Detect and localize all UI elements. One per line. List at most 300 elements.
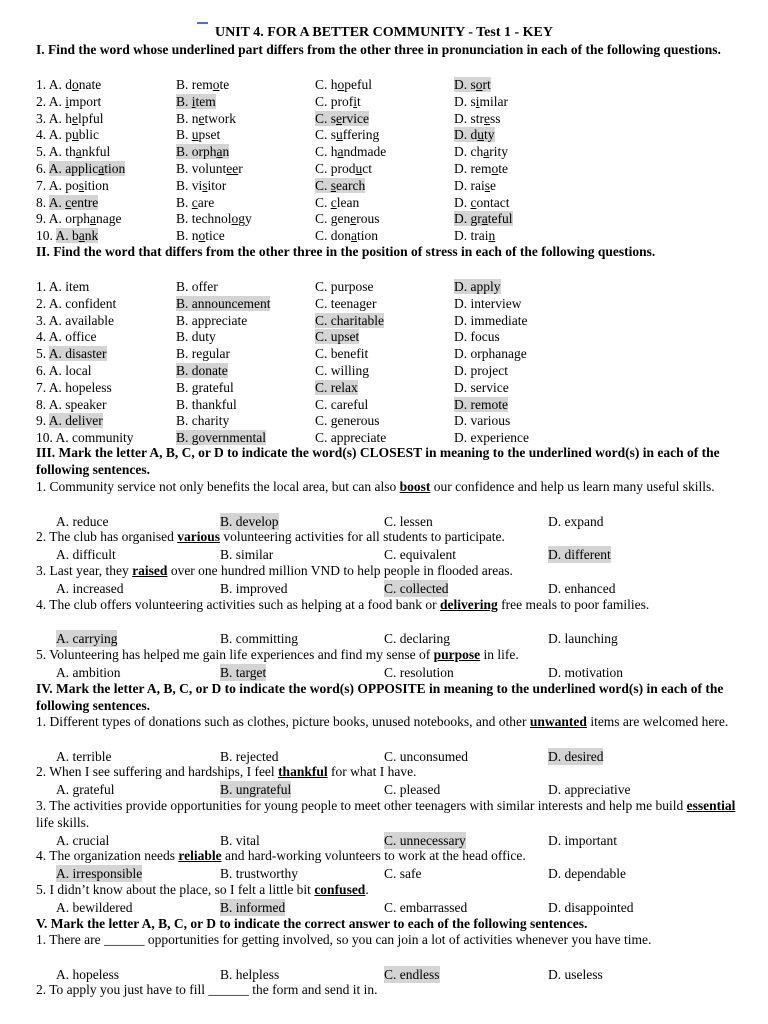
correct-answer: A. irresponsible <box>56 866 143 882</box>
underlined-part: a <box>351 228 358 244</box>
option-word: A. orphanage <box>48 211 122 227</box>
keyword: thankful <box>278 764 328 780</box>
correct-answer: D. different <box>548 547 611 563</box>
option-word: A. position <box>48 177 109 193</box>
keyword: delivering <box>440 596 498 612</box>
option-word: D. train <box>454 228 496 244</box>
option-word: C. appreciate <box>315 430 387 446</box>
answer-option <box>315 396 368 413</box>
option-word: D. remote <box>454 161 508 176</box>
answer-option <box>315 227 378 244</box>
options-row <box>36 865 741 882</box>
correct-answer: B. informed <box>220 899 286 915</box>
question-text: 2. The club has organised various volunteering activities for all students to participate. <box>36 529 505 545</box>
option-word: C. benefit <box>315 346 369 362</box>
answer-option <box>176 429 266 446</box>
option-word: A. import <box>48 93 102 109</box>
question-text: 1. There are ______ opportunities for getting involved, so you can join a lot of activities whenever you have time. <box>36 932 652 947</box>
answer-option <box>454 160 508 177</box>
question-row <box>36 328 741 345</box>
underlined-part: o <box>491 161 499 176</box>
answer-option: C. resolution <box>384 664 454 680</box>
underlined-part: n <box>488 228 496 244</box>
answer-option <box>454 76 491 93</box>
underlined-part: a <box>483 144 490 160</box>
correct-answer: B. governmental <box>176 430 266 446</box>
option-word: C. clean <box>315 194 360 210</box>
correct-answer: D. sort <box>454 77 491 92</box>
option-word: B. technology <box>176 211 252 227</box>
answer-option: A. difficult <box>56 547 116 563</box>
option-word: B. care <box>176 194 215 210</box>
question-row <box>36 429 741 446</box>
underlined-part: e <box>350 211 357 227</box>
underlined-part: e <box>72 110 79 126</box>
answer-option <box>315 93 361 110</box>
answer-option: C. safe <box>384 866 422 882</box>
question-text: 5. Volunteering has helped me gain life experiences and find my sense of purpose in life. <box>36 647 519 662</box>
underlined-part: u <box>355 161 363 176</box>
underlined-part: s <box>78 177 85 193</box>
option-word: B. thankful <box>176 396 237 412</box>
option-word: D. immediate <box>454 312 528 328</box>
options-row <box>36 580 741 597</box>
option-word: A. item <box>48 279 90 294</box>
keyword: boost <box>399 479 431 494</box>
answer-option: B. helpless <box>220 966 280 982</box>
answer-option: 6. A. local <box>36 363 92 378</box>
question-row <box>36 177 741 194</box>
option-word: A. office <box>48 329 97 345</box>
option-word: A. community <box>55 430 134 446</box>
answer-option <box>454 227 495 244</box>
correct-answer: A. deliver <box>48 413 103 429</box>
option-word: C. generous <box>315 211 380 227</box>
underlined-part: s <box>202 177 208 193</box>
answer-option <box>454 328 500 345</box>
option-word: D. contact <box>454 194 510 210</box>
option-word: D. project <box>454 363 508 378</box>
correct-answer: D. apply <box>454 279 501 294</box>
correct-answer: B. donate <box>176 363 228 378</box>
underlined-part: o <box>72 77 79 92</box>
answer-option <box>454 143 508 160</box>
option-word: D. similar <box>454 93 509 109</box>
answer-option: B. rejected <box>220 748 279 764</box>
option-word: C. willing <box>315 363 370 378</box>
answer-option <box>315 328 359 345</box>
option-word: B. duty <box>176 329 216 345</box>
section-2-heading: II. Find the word that differs from the other three in the position of stress in each of the following questions. <box>36 244 656 259</box>
option-word: B. notice <box>176 228 225 244</box>
option-word: A. local <box>48 363 92 378</box>
answer-option: C. unconsumed <box>384 748 468 764</box>
correct-answer: D. desired <box>548 748 604 764</box>
options-row <box>36 664 741 681</box>
correct-answer: D. duty <box>454 127 495 143</box>
answer-option: D. disappointed <box>548 899 634 915</box>
answer-option: D. appreciative <box>548 782 631 798</box>
answer-option: 9. A. orphanage <box>36 211 122 227</box>
answer-option <box>176 143 229 160</box>
answer-option: D. motivation <box>548 664 623 680</box>
question-row <box>36 312 741 329</box>
correct-answer: A. centre <box>48 194 99 210</box>
section-3-heading: III. Mark the letter A, B, C, or D to indicate the word(s) CLOSEST in meaning to the underlined word(s) in each of the following sentences. <box>36 445 720 477</box>
answer-option: 1. A. donate <box>36 77 102 92</box>
underlined-part: c <box>65 194 72 210</box>
answer-option: A. crucial <box>56 832 110 848</box>
underlined-part: a <box>75 144 82 160</box>
answer-option <box>315 210 380 227</box>
question-text: 5. I didn’t know about the place, so I felt a little bit confused. <box>36 882 369 897</box>
correct-answer: B. ungrateful <box>220 782 292 798</box>
answer-option <box>454 93 508 110</box>
answer-option <box>176 379 234 396</box>
option-word: B. appreciate <box>176 312 248 328</box>
answer-option <box>176 312 247 329</box>
text-cursor <box>197 22 208 24</box>
answer-option <box>454 177 496 194</box>
answer-option: C. embarrassed <box>384 899 468 915</box>
answer-option: A. grateful <box>56 782 115 798</box>
answer-option <box>315 278 374 295</box>
option-word: A. public <box>48 127 100 143</box>
option-word: D. stress <box>454 110 501 126</box>
option-word: A. helpful <box>48 110 104 126</box>
option-word: B. grateful <box>176 379 234 395</box>
question-row <box>36 412 741 429</box>
answer-option: D. enhanced <box>548 580 616 596</box>
underlined-part: i <box>65 93 70 109</box>
answer-option <box>315 177 365 194</box>
answer-option: 2. A. import <box>36 93 102 109</box>
underlined-part: c <box>470 194 477 210</box>
correct-answer: C. charitable <box>315 312 384 328</box>
option-word: C. handmade <box>315 144 387 160</box>
options-row <box>36 748 741 765</box>
answer-option: C. equivalent <box>384 547 456 563</box>
answer-option: C. pleased <box>384 782 441 798</box>
answer-option <box>315 110 369 127</box>
answer-option <box>176 412 229 429</box>
question-row <box>36 345 741 362</box>
answer-option: 7. A. hopeless <box>36 379 112 395</box>
correct-answer: D. remote <box>454 396 508 412</box>
option-word: C. generous <box>315 413 380 429</box>
answer-option <box>315 312 384 329</box>
answer-option: B. similar <box>220 547 274 563</box>
underlined-part: i <box>191 93 196 109</box>
option-word: B. remote <box>176 77 230 92</box>
correct-answer: B. develop <box>220 513 279 529</box>
answer-option: B. trustworthy <box>220 866 299 882</box>
correct-answer: A. bank <box>55 228 99 244</box>
answer-option <box>176 227 225 244</box>
underlined-part: a <box>90 211 97 227</box>
answer-option <box>454 396 508 413</box>
answer-option: B. committing <box>220 631 299 647</box>
correct-answer: B. item <box>176 93 216 109</box>
correct-answer: A. carrying <box>56 631 118 647</box>
answer-option <box>176 278 218 295</box>
question-row <box>36 93 741 110</box>
answer-option: D. launching <box>548 631 618 647</box>
answer-option: 10. A. community <box>36 430 134 446</box>
keyword: essential <box>686 798 736 813</box>
answer-option <box>315 76 372 93</box>
correct-answer: B. announcement <box>176 295 271 311</box>
answer-option <box>454 362 508 379</box>
answer-option: 8. A. speaker <box>36 396 107 412</box>
question-text: 2. To apply you just have to fill ______ the form and send it in. <box>36 982 378 998</box>
answer-option <box>176 210 252 227</box>
option-word: C. careful <box>315 396 369 412</box>
answer-option <box>176 110 236 127</box>
option-word: B. regular <box>176 346 230 362</box>
option-word: D. focus <box>454 329 500 345</box>
answer-option: 2. A. confident <box>36 295 117 311</box>
question-row <box>36 227 741 244</box>
answer-option <box>176 396 237 413</box>
answer-option: A. ambition <box>56 664 121 680</box>
underlined-part: a <box>98 161 105 176</box>
underlined-part: s <box>484 177 491 193</box>
answer-option <box>454 194 510 211</box>
answer-option <box>315 143 386 160</box>
options-row <box>36 781 741 798</box>
keyword: reliable <box>178 848 222 864</box>
underlined-part: i <box>475 93 480 109</box>
option-word: B. charity <box>176 413 230 429</box>
option-word: C. teenager <box>315 295 377 311</box>
answer-option <box>176 160 243 177</box>
answer-option: 10. A. bank <box>36 228 99 244</box>
options-row <box>36 832 741 849</box>
answer-option <box>454 312 527 329</box>
answer-option <box>176 295 270 312</box>
answer-option <box>454 345 527 362</box>
question-row <box>36 160 741 177</box>
option-word: C. profit <box>315 93 361 109</box>
answer-option: 5. A. disaster <box>36 346 107 362</box>
correct-answer: B. target <box>220 664 267 680</box>
option-word: B. visitor <box>176 177 227 193</box>
answer-option: 6. A. application <box>36 161 126 176</box>
question-text: 4. The club offers volunteering activities such as helping at a food bank or delivering free meals to poor families. <box>36 596 650 612</box>
answer-option <box>315 345 368 362</box>
question-text: 1. Community service not only benefits the local area, but can also boost our confidence and help us learn many useful skills. <box>36 479 715 494</box>
underlined-part: e <box>198 110 205 126</box>
question-text: 1. Different types of donations such as clothes, picture books, unused notebooks, and other unwanted items are welcomed here. <box>36 714 729 729</box>
answer-option <box>315 412 380 429</box>
keyword: raised <box>132 563 168 578</box>
underlined-part: a <box>216 144 223 160</box>
correct-answer: C. service <box>315 110 369 126</box>
answer-option <box>315 379 358 396</box>
answer-option <box>176 328 216 345</box>
page-title: UNIT 4. FOR A BETTER COMMUNITY - Test 1 - KEY <box>215 25 553 40</box>
question-row <box>36 194 741 211</box>
correct-answer: A. application <box>48 161 126 176</box>
underlined-part: u <box>72 127 79 143</box>
option-word: B. upset <box>176 127 221 143</box>
option-word: D. various <box>454 413 511 429</box>
answer-option: D. important <box>548 832 617 848</box>
question-row <box>36 143 741 160</box>
answer-option <box>176 194 214 211</box>
answer-option <box>454 379 509 396</box>
answer-option <box>176 126 220 143</box>
correct-answer: B. orphan <box>176 144 230 160</box>
options-row <box>36 966 741 983</box>
answer-option: 3. A. available <box>36 312 114 328</box>
question-row <box>36 76 741 93</box>
answer-option <box>176 177 226 194</box>
option-word: D. raise <box>454 177 497 193</box>
answer-option: 4. A. office <box>36 329 97 345</box>
answer-option <box>315 126 379 143</box>
question-row <box>36 295 741 312</box>
underlined-part: o <box>337 77 345 92</box>
underlined-part: u <box>191 127 199 143</box>
option-word: D. service <box>454 379 509 395</box>
answer-option: 4. A. public <box>36 127 100 143</box>
answer-option: 1. A. item <box>36 279 90 294</box>
section-1-heading: I. Find the word whose underlined part differs from the other three in pronunciation in each of the following questions. <box>36 42 721 57</box>
answer-option <box>315 295 376 312</box>
correct-answer: C. unnecessary <box>384 832 466 848</box>
option-word: D. interview <box>454 295 522 311</box>
question-row <box>36 396 741 413</box>
underlined-part: o <box>212 77 220 92</box>
question-text: 4. The organization needs reliable and hard-working volunteers to work at the head office. <box>36 848 526 864</box>
answer-option: 9. A. deliver <box>36 413 103 429</box>
keyword: unwanted <box>529 714 587 729</box>
keyword: various <box>177 529 220 545</box>
correct-answer: C. collected <box>384 580 449 596</box>
answer-option <box>454 278 501 295</box>
question-row <box>36 110 741 127</box>
answer-option <box>454 210 513 227</box>
underlined-part: c <box>330 194 337 210</box>
option-word: C. suffering <box>315 127 380 143</box>
option-word: A. confident <box>48 295 117 311</box>
underlined-part: u <box>336 127 343 143</box>
question-row <box>36 362 741 379</box>
underlined-part: a <box>78 228 85 244</box>
option-word: D. experience <box>454 430 529 446</box>
underlined-part: a <box>337 144 344 160</box>
correct-answer: D. grateful <box>454 211 513 227</box>
answer-option: A. reduce <box>56 513 109 529</box>
answer-option: C. lessen <box>384 513 433 529</box>
question-text: 3. The activities provide opportunities for young people to meet other teenagers with similar interests and help me build essential life skills. <box>36 798 736 830</box>
underlined-part: s <box>330 177 337 193</box>
underlined-part: i <box>353 93 358 109</box>
underlined-part: o <box>475 77 483 92</box>
option-word: C. product <box>315 161 372 176</box>
answer-option: A. terrible <box>56 748 112 764</box>
answer-option <box>454 110 501 127</box>
answer-option: C. declaring <box>384 631 450 647</box>
answer-option <box>315 160 372 177</box>
option-word: C. purpose <box>315 279 374 294</box>
option-word: B. network <box>176 110 237 126</box>
correct-answer: C. endless <box>384 966 440 982</box>
answer-option <box>315 429 386 446</box>
answer-option <box>315 362 369 379</box>
options-row <box>36 513 741 530</box>
answer-option <box>176 345 230 362</box>
answer-option: B. vital <box>220 832 260 848</box>
section-5-heading: V. Mark the letter A, B, C, or D to indicate the correct answer to each of the following sentences. <box>36 916 588 931</box>
underlined-part: ee <box>226 161 239 176</box>
answer-option: B. improved <box>220 580 288 596</box>
option-word: D. charity <box>454 144 508 160</box>
options-row <box>36 899 741 916</box>
option-word: D. orphanage <box>454 346 527 362</box>
answer-option: 7. A. position <box>36 177 109 193</box>
option-word: A. thankful <box>48 144 111 160</box>
answer-option: 3. A. helpful <box>36 110 104 126</box>
options-row <box>36 546 741 563</box>
underlined-part: u <box>477 127 484 143</box>
option-word: B. offer <box>176 279 218 294</box>
question-text: 3. Last year, they raised over one hundred million VND to help people in flooded areas. <box>36 563 513 578</box>
question-row <box>36 210 741 227</box>
question-row <box>36 379 741 396</box>
answer-option: 8. A. centre <box>36 194 99 210</box>
answer-option: A. hopeless <box>56 966 119 982</box>
underlined-part: o <box>198 228 206 244</box>
answer-option: D. expand <box>548 513 604 529</box>
answer-option: D. dependable <box>548 866 626 882</box>
correct-answer: C. relax <box>315 379 358 395</box>
section-4-heading: IV. Mark the letter A, B, C, or D to indicate the word(s) OPPOSITE in meaning to the underlined word(s) in each of the following sentences. <box>36 681 724 713</box>
answer-option <box>176 93 216 110</box>
underlined-part: a <box>481 211 488 227</box>
answer-option: D. useless <box>548 966 603 982</box>
option-word: A. available <box>48 312 114 328</box>
options-row <box>36 630 741 647</box>
answer-option <box>454 429 529 446</box>
answer-option: A. increased <box>56 580 124 596</box>
option-word: A. hopeless <box>48 379 112 395</box>
underlined-part: e <box>484 110 490 126</box>
underlined-part: c <box>191 194 198 210</box>
keyword: purpose <box>433 647 481 662</box>
underlined-part: o <box>231 211 239 227</box>
option-word: C. donation <box>315 228 379 244</box>
answer-option <box>454 126 495 143</box>
option-word: A. speaker <box>48 396 107 412</box>
answer-option: 5. A. thankful <box>36 144 111 160</box>
option-word: C. hopeful <box>315 77 373 92</box>
option-word: B. volunteer <box>176 161 243 176</box>
underlined-part: e <box>336 110 343 126</box>
correct-answer: A. disaster <box>48 346 107 362</box>
answer-option: A. bewildered <box>56 899 133 915</box>
option-word: A. donate <box>48 77 102 92</box>
answer-option <box>176 362 228 379</box>
answer-option <box>454 412 510 429</box>
answer-option <box>176 76 229 93</box>
correct-answer: C. search <box>315 177 366 193</box>
question-row <box>36 126 741 143</box>
keyword: confused <box>314 882 366 897</box>
correct-answer: C. upset <box>315 329 360 345</box>
